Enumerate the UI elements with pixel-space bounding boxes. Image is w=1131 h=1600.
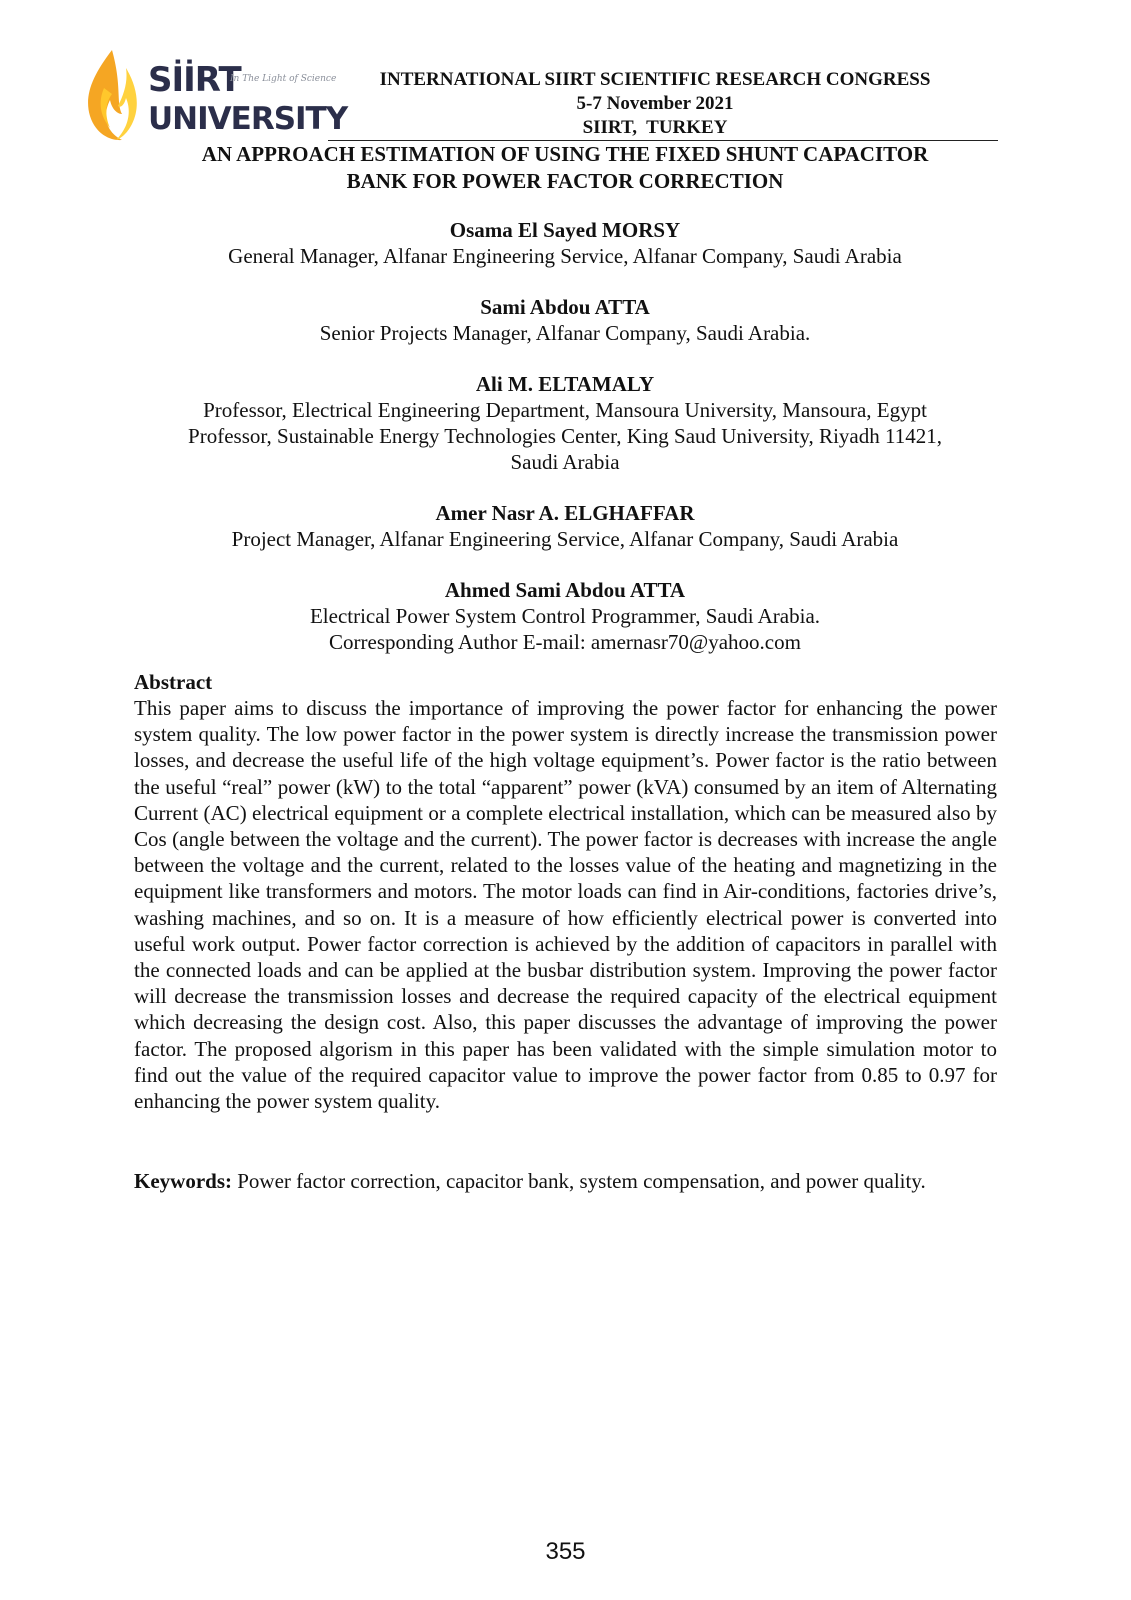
author-name: Amer Nasr A. ELGHAFFAR	[435, 501, 695, 525]
conference-date: 5-7 November 2021	[576, 93, 734, 114]
author-affiliation: Professor, Electrical Engineering Department, Mansoura University, Mansoura, Egypt	[203, 398, 927, 422]
author-block	[120, 577, 1010, 655]
author-name: Ahmed Sami Abdou ATTA	[444, 578, 686, 602]
title-line: AN APPROACH ESTIMATION OF USING THE FIXED SHUNT CAPACITOR	[201, 142, 929, 166]
conference-location: SIIRT, TURKEY	[582, 117, 728, 138]
logo-name: SİİRT	[148, 60, 241, 100]
flame-logo-icon	[82, 48, 142, 143]
siirt-university-logo	[82, 48, 348, 143]
author-block	[120, 371, 1010, 475]
keywords-label: Keywords:	[134, 1169, 232, 1193]
logo-tagline: In The Light of Science	[230, 74, 337, 84]
paper-title	[140, 141, 990, 195]
abstract-text: This paper aims to discuss the importance of improving the power factor for enhancing the power system quality. The low power factor in the power system is directly increase the transmission power losses, and decrease the useful life of the high voltage equipment’s. Power factor is the ratio between the useful “real” power (kW) to the total “apparent” power (kVA) consumed by an item of Alternating Current (AC) electrical equipment or a complete electrical installation, which can be measured also by Cos (angle between the voltage and the current). The power factor is decreases with increase the angle between the voltage and the current, related to the losses value of the heating and magnetizing in the equipment like transformers and motors. The motor loads can find in Air-conditions, factories drive’s, washing machines, and so on. It is a measure of how efficiently electrical power is converted into useful work output. Power factor correction is achieved by the addition of capacitors in parallel with the connected loads and can be applied at the busbar distribution system. Improving the power factor will decrease the transmission losses and decrease the required capacity of the electrical equipment which decreasing the design cost. Also, this paper discusses the advantage of improving the power factor. The proposed algorism in this paper has been validated with the simple simulation motor to find out the value of the required capacitor value to improve the power factor from 0.85 to 0.97 for enhancing the power system quality.	[134, 696, 997, 1114]
author-name: Osama El Sayed MORSY	[449, 218, 681, 242]
title-line: BANK FOR POWER FACTOR CORRECTION	[346, 169, 784, 193]
author-affiliation: Saudi Arabia	[510, 450, 620, 474]
corresponding-author-email: Corresponding Author E-mail: amernasr70@yahoo.com	[329, 630, 801, 654]
author-block	[120, 217, 1010, 269]
author-affiliation: Professor, Sustainable Energy Technologies Center, King Saud University, Riyadh 11421,	[188, 424, 942, 448]
page-number: 355	[545, 1538, 586, 1565]
author-block	[120, 500, 1010, 552]
conference-name: INTERNATIONAL SIIRT SCIENTIFIC RESEARCH CONGRESS	[379, 69, 931, 90]
author-list	[120, 217, 1010, 680]
author-name: Sami Abdou ATTA	[480, 295, 650, 319]
author-affiliation: Senior Projects Manager, Alfanar Company, Saudi Arabia.	[319, 321, 811, 345]
keywords-text: Power factor correction, capacitor bank, system compensation, and power quality.	[232, 1169, 926, 1193]
conference-header	[350, 68, 960, 140]
logo-subtitle: UNIVERSITY	[148, 101, 348, 137]
author-affiliation: Electrical Power System Control Programmer, Saudi Arabia.	[309, 604, 821, 628]
author-affiliation: Project Manager, Alfanar Engineering Service, Alfanar Company, Saudi Arabia	[231, 527, 899, 551]
author-name: Ali M. ELTAMALY	[475, 372, 655, 396]
abstract-heading: Abstract	[134, 670, 213, 694]
author-affiliation: General Manager, Alfanar Engineering Service, Alfanar Company, Saudi Arabia	[228, 244, 902, 268]
keywords	[134, 1168, 997, 1194]
author-block	[120, 294, 1010, 346]
